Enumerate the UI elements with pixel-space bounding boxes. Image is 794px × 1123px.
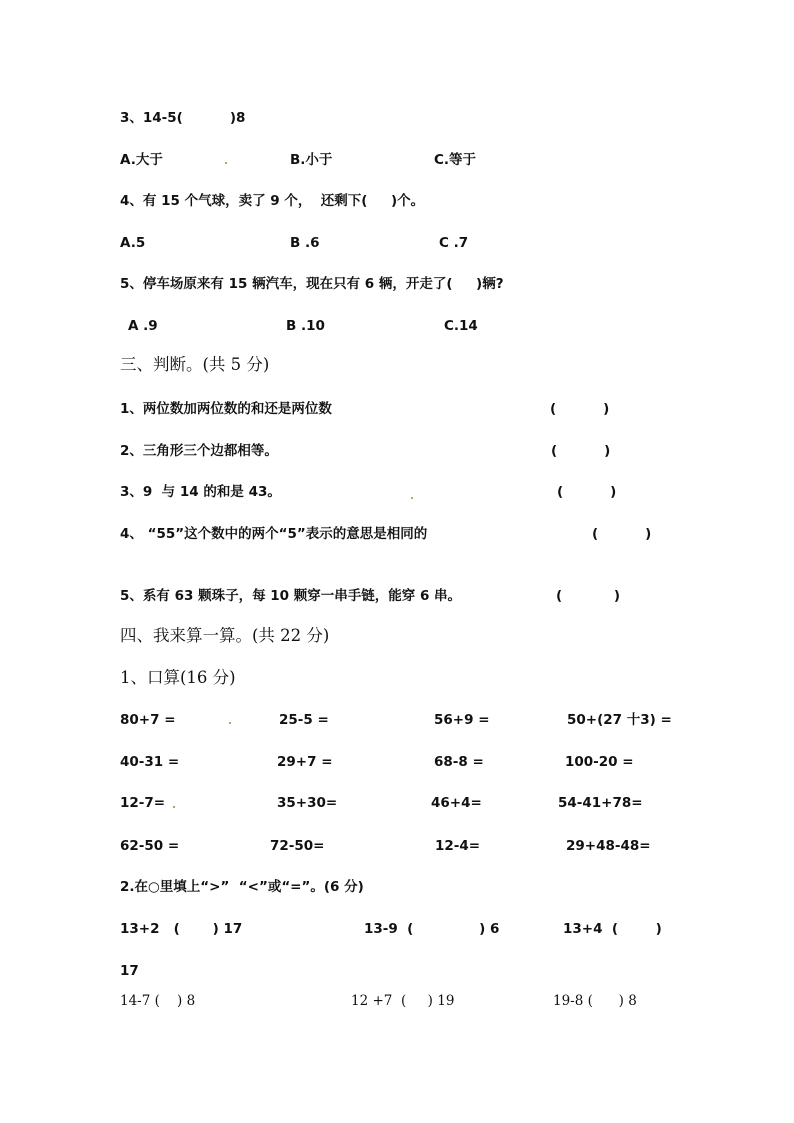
question-5-stem: 5、停车场原来有 15 辆汽车，现在只有 6 辆，开走了( )辆? (120, 276, 504, 292)
q5-option-a: A .9 (128, 318, 158, 334)
judge-item-3-blank[interactable]: ( ) (557, 484, 617, 500)
section-3-heading: 三、判断。(共 5 分) (120, 355, 270, 374)
judge-item-4-blank[interactable]: ( ) (592, 526, 652, 542)
judge-item-2-blank[interactable]: ( ) (551, 443, 611, 459)
speck (411, 497, 413, 499)
calc-r4-c1: 62-50 = (120, 838, 180, 854)
judge-item-3: 3、9 与 14 的和是 43。 (120, 484, 281, 500)
speck (225, 162, 227, 164)
calc-r4-c2: 72-50= (270, 838, 325, 854)
compare-3-wrap: 17 (120, 963, 139, 979)
compare-2[interactable]: 13-9 ( ) 6 (364, 921, 500, 937)
compare-5[interactable]: 12 +7 ( ) 19 (351, 993, 455, 1009)
q5-option-b: B .10 (286, 318, 325, 334)
calc-r2-c4: 100-20 = (565, 754, 634, 770)
q3-option-c: C.等于 (434, 152, 477, 168)
question-4-stem: 4、有 15 个气球，卖了 9 个， 还剩下( )个。 (120, 193, 425, 209)
compare-subheading: 2.在○里填上“>” “<”或“=”。(6 分) (120, 879, 364, 895)
calc-r1-c1: 80+7 = (120, 712, 176, 728)
speck (173, 806, 175, 808)
judge-item-1-blank[interactable]: ( ) (550, 401, 610, 417)
q4-option-b: B .6 (290, 235, 320, 251)
judge-item-4: 4、 “55”这个数中的两个“5”表示的意思是相同的 (120, 526, 428, 542)
compare-4[interactable]: 14-7 ( ) 8 (120, 993, 196, 1009)
calc-r2-c3: 68-8 = (434, 754, 484, 770)
compare-3[interactable]: 13+4 ( ) (563, 921, 662, 937)
speck (229, 722, 231, 724)
calc-r3-c2: 35+30= (277, 795, 338, 811)
judge-item-5-blank[interactable]: ( ) (556, 588, 621, 604)
compare-1[interactable]: 13+2 ( ) 17 (120, 921, 243, 937)
calc-r1-c4: 50+(27 十3) = (567, 712, 672, 728)
calc-r3-c4: 54-41+78= (558, 795, 643, 811)
judge-item-2: 2、三角形三个边都相等。 (120, 443, 278, 459)
judge-item-1: 1、两位数加两位数的和还是两位数 (120, 401, 332, 417)
q5-option-c: C.14 (444, 318, 478, 334)
calc-r1-c2: 25-5 = (279, 712, 329, 728)
q3-option-a: A.大于 (120, 152, 163, 168)
question-3-stem: 3、14-5( )8 (120, 110, 246, 126)
calc-r2-c2: 29+7 = (277, 754, 333, 770)
judge-item-5: 5、系有 63 颗珠子，每 10 颗穿一串手链，能穿 6 串。 (120, 588, 462, 604)
section-4-heading: 四、我来算一算。(共 22 分) (120, 626, 330, 645)
calc-r4-c4: 29+48-48= (566, 838, 651, 854)
calc-r4-c3: 12-4= (435, 838, 481, 854)
q3-option-b: B.小于 (290, 152, 333, 168)
calc-r3-c3: 46+4= (431, 795, 482, 811)
oral-calc-subheading: 1、口算(16 分) (120, 668, 236, 687)
q4-option-a: A.5 (120, 235, 146, 251)
compare-6[interactable]: 19-8 ( ) 8 (553, 993, 637, 1009)
calc-r3-c1: 12-7= (120, 795, 166, 811)
calc-r1-c3: 56+9 = (434, 712, 490, 728)
q4-option-c: C .7 (439, 235, 469, 251)
calc-r2-c1: 40-31 = (120, 754, 180, 770)
